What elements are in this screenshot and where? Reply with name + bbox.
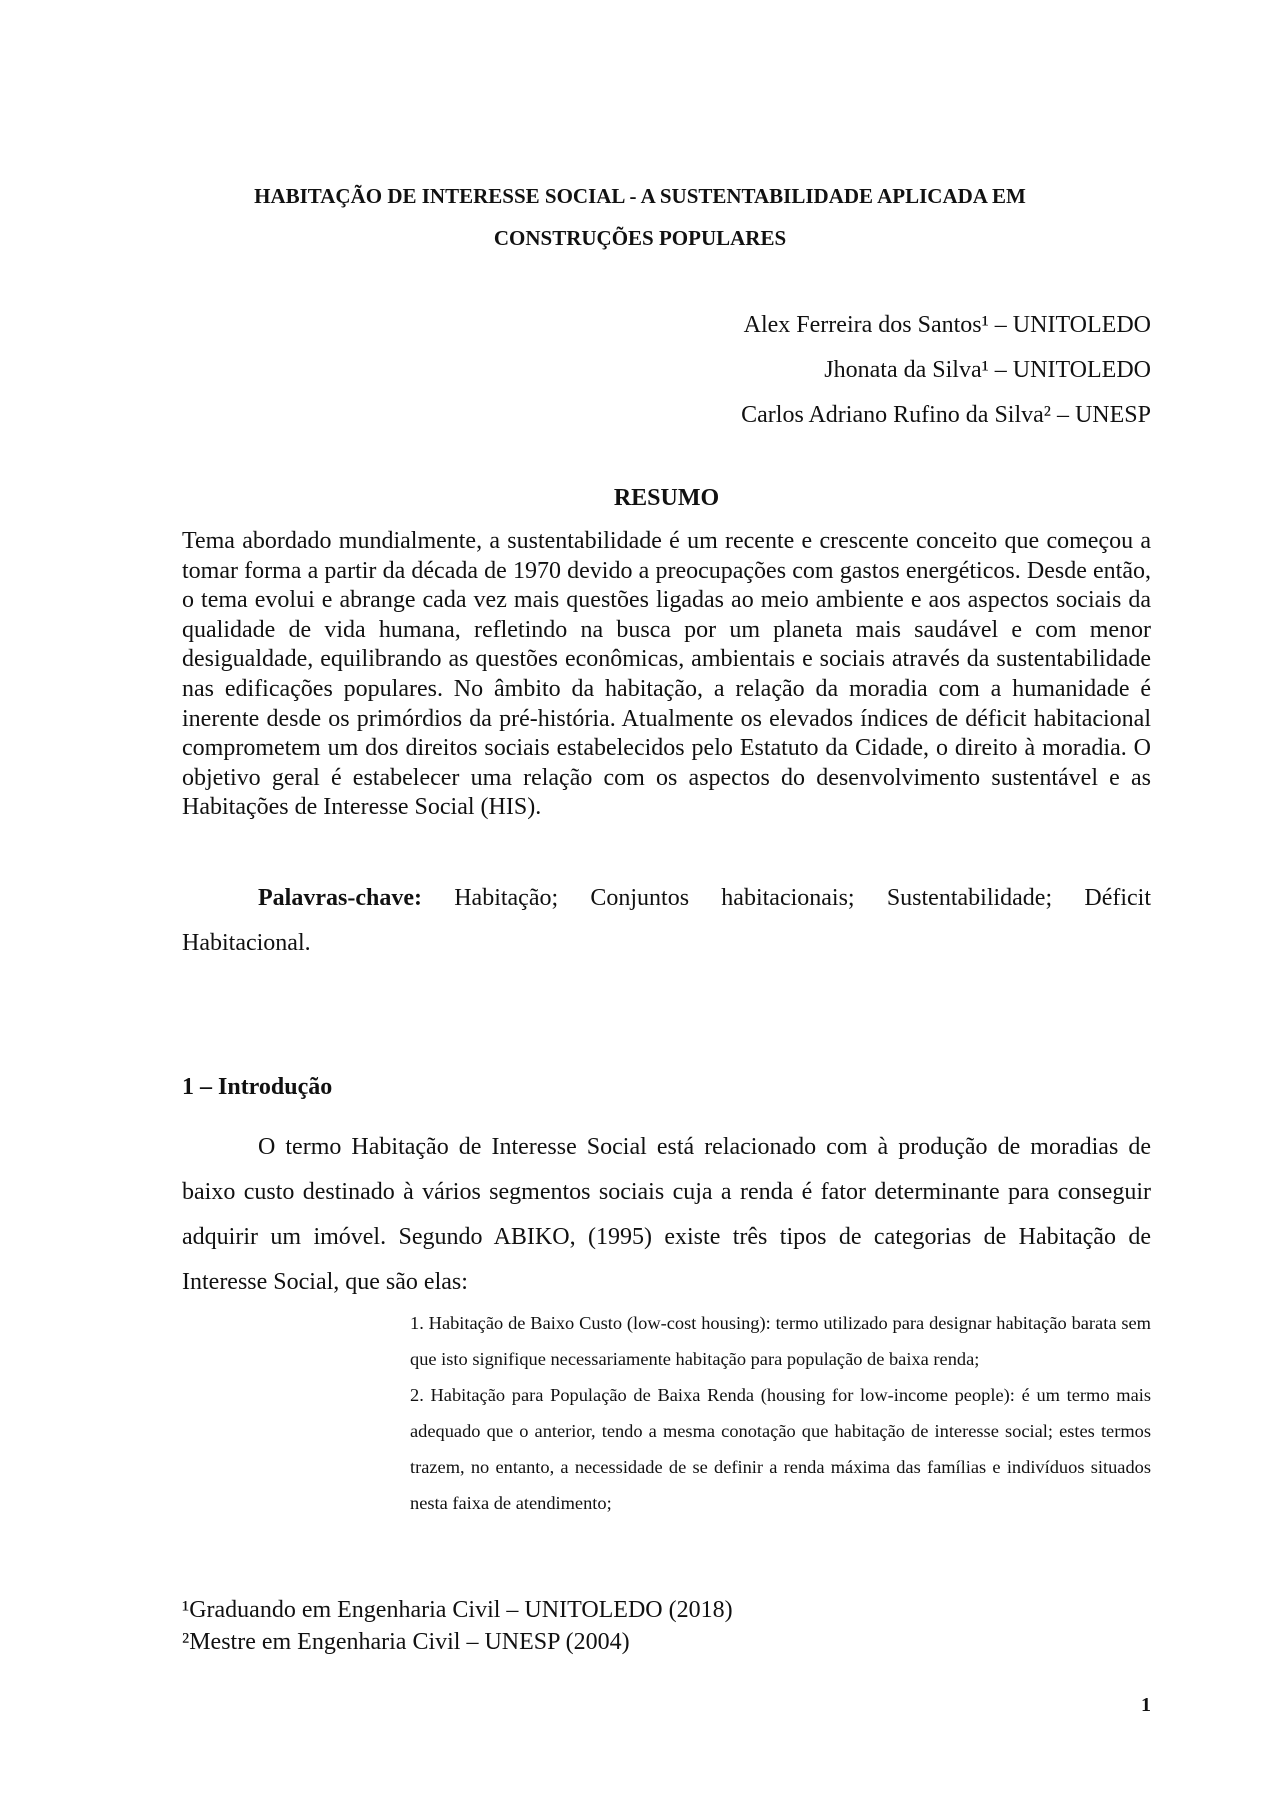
category-item-2: 2. Habitação para População de Baixa Renda (housing for low-income people): é um termo mais adequado que o anterior, tendo a mesma conotação que habitação de interesse social; estes termos trazem, no entanto, a necessidade de se definir a renda máxima das famílias e indivíduos situados nesta faixa de atendimento; xyxy=(410,1385,1151,1513)
keywords xyxy=(182,876,1151,966)
footnote-2: ²Mestre em Engenharia Civil – UNESP (2004) xyxy=(182,1629,630,1655)
author-list xyxy=(741,303,1151,438)
author-3: Carlos Adriano Rufino da Silva² – UNESP xyxy=(741,402,1151,428)
paper-title xyxy=(182,175,1098,259)
keywords-text: Habitação; Conjuntos habitacionais; Sustentabilidade; Déficit Habitacional. xyxy=(182,885,1151,956)
section-heading-introduction: 1 – Introdução xyxy=(182,1074,333,1100)
abstract-text: Tema abordado mundialmente, a sustentabilidade é um recente e crescente conceito que começou a tomar forma a partir da década de 1970 devido a preocupações com gastos energéticos. Desde então, o tema evolui e abrange cada vez mais questões ligadas ao meio ambiente e aos aspectos sociais da qualidade de vida humana, refletindo na busca por um planeta mais saudável e com menor desigualdade, equilibrando as questões econômicas, ambientais e sociais através da sustentabilidade nas edificações populares. No âmbito da habitação, a relação da moradia com a humanidade é inerente desde os primórdios da pré-história. Atualmente os elevados índices de déficit habitacional comprometem um dos direitos sociais estabelecidos pelo Estatuto da Cidade, o direito à moradia. O objetivo geral é estabelecer uma relação com os aspectos do desenvolvimento sustentável e as Habitações de Interesse Social (HIS). xyxy=(182,528,1151,821)
category-item-1: 1. Habitação de Baixo Custo (low-cost housing): termo utilizado para designar habitação barata sem que isto signifique necessariamente habitação para população de baixa renda; xyxy=(410,1313,1151,1369)
category-list xyxy=(410,1305,1151,1521)
author-2: Jhonata da Silva¹ – UNITOLEDO xyxy=(824,357,1151,383)
author-1: Alex Ferreira dos Santos¹ – UNITOLEDO xyxy=(743,312,1151,338)
footnotes xyxy=(182,1594,733,1658)
abstract-heading: RESUMO xyxy=(613,485,720,511)
page-number: 1 xyxy=(1141,1694,1151,1716)
keywords-label: Palavras-chave: xyxy=(258,885,422,911)
footnote-1: ¹Graduando em Engenharia Civil – UNITOLEDO (2018) xyxy=(182,1597,733,1623)
title-line-1: HABITAÇÃO DE INTERESSE SOCIAL - A SUSTENTABILIDADE APLICADA EM xyxy=(254,184,1026,208)
title-line-2: CONSTRUÇÕES POPULARES xyxy=(493,226,787,250)
introduction-paragraph: O termo Habitação de Interesse Social está relacionado com à produção de moradias de baixo custo destinado à vários segmentos sociais cuja a renda é fator determinante para conseguir adquirir um imóvel. Segundo ABIKO, (1995) existe três tipos de categorias de Habitação de Interesse Social, que são elas: xyxy=(182,1134,1151,1295)
